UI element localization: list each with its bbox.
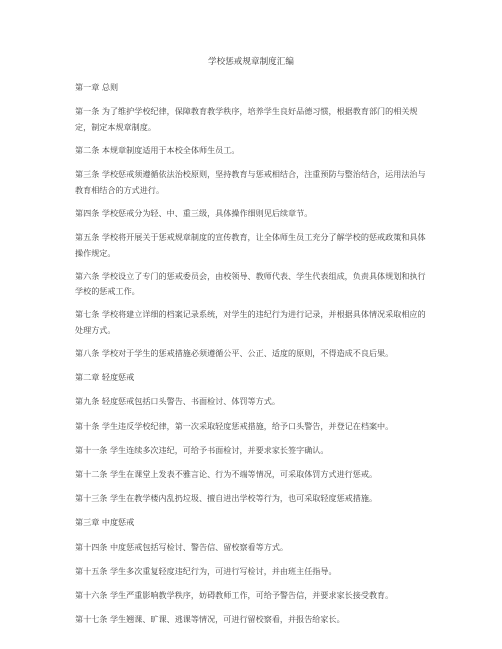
article-paragraph: 第十条 学生违反学校纪律，第一次采取轻度惩戒措施，给予口头警告，并登记在档案中。 [75, 420, 394, 431]
article-paragraph: 第五条 学校将开展关于惩戒规章制度的宣传教育，让全体师生员工充分了解学校的惩戒政策和具体操作规定。 [75, 231, 426, 258]
article-paragraph: 第十二条 学生在课堂上发表不雅言论、行为不端等情况，可采取体罚方式进行惩戒。 [75, 468, 378, 479]
article-paragraph: 第十六条 学生严重影响教学秩序，妨碍教师工作，可给予警告信，并要求家长接受教育。 [75, 589, 394, 600]
article-paragraph: 第八条 学校对于学生的惩戒措施必须遵循公平、公正、适度的原则，不得造成不良后果。 [75, 348, 394, 358]
article-paragraph: 第十五条 学生多次重复轻度违纪行为，可进行写检讨，并由班主任指导。 [75, 565, 337, 576]
article-paragraph: 第七条 学校将建立详细的档案记录系统，对学生的违纪行为进行记录，并根据具体情况采取相应的处理方式。 [75, 309, 426, 335]
article-paragraph: 第一条 为了维护学校纪律，保障教育教学秩序，培养学生良好品德习惯，根据教育部门的相关规定，制定本规章制度。 [75, 106, 418, 132]
document-body [75, 80, 431, 636]
article-paragraph: 第四条 学校惩戒分为轻、中、重三级，具体操作细则见后续章节。 [75, 207, 313, 218]
article-paragraph: 第十一条 学生连续多次违纪，可给予书面检讨，并要求家长签字确认。 [75, 444, 329, 455]
chapter-heading: 第三章 中度惩戒 [75, 517, 135, 528]
chapter-heading: 第二章 轻度惩戒 [75, 372, 135, 383]
document-title: 学校惩戒规章制度汇编 [208, 57, 294, 67]
article-paragraph: 第十七条 学生翘课、旷课、逃课等情况，可进行留校察看，并报告给家长。 [75, 614, 345, 625]
article-paragraph: 第十三条 学生在教学楼内乱扔垃圾、擅自进出学校等行为，也可采取轻度惩戒措施。 [75, 493, 378, 504]
article-paragraph: 第二条 本规章制度适用于本校全体师生员工。 [75, 144, 240, 155]
chapter-heading: 第一章 总则 [75, 82, 119, 92]
article-paragraph: 第十四条 中度惩戒包括写检讨、警告信、留校察看等方式。 [75, 541, 289, 552]
article-paragraph: 第六条 学校设立了专门的惩戒委员会，由校领导、教师代表、学生代表组成，负责具体规划和执行学校的惩戒工作。 [75, 270, 426, 297]
article-paragraph: 第三条 学校惩戒须遵循依法治校原则，坚持教育与惩戒相结合，注重预防与整治结合，运用法治与教育相结合的方式进行。 [75, 169, 426, 195]
article-paragraph: 第九条 轻度惩戒包括口头警告、书面检讨、体罚等方式。 [75, 396, 280, 407]
